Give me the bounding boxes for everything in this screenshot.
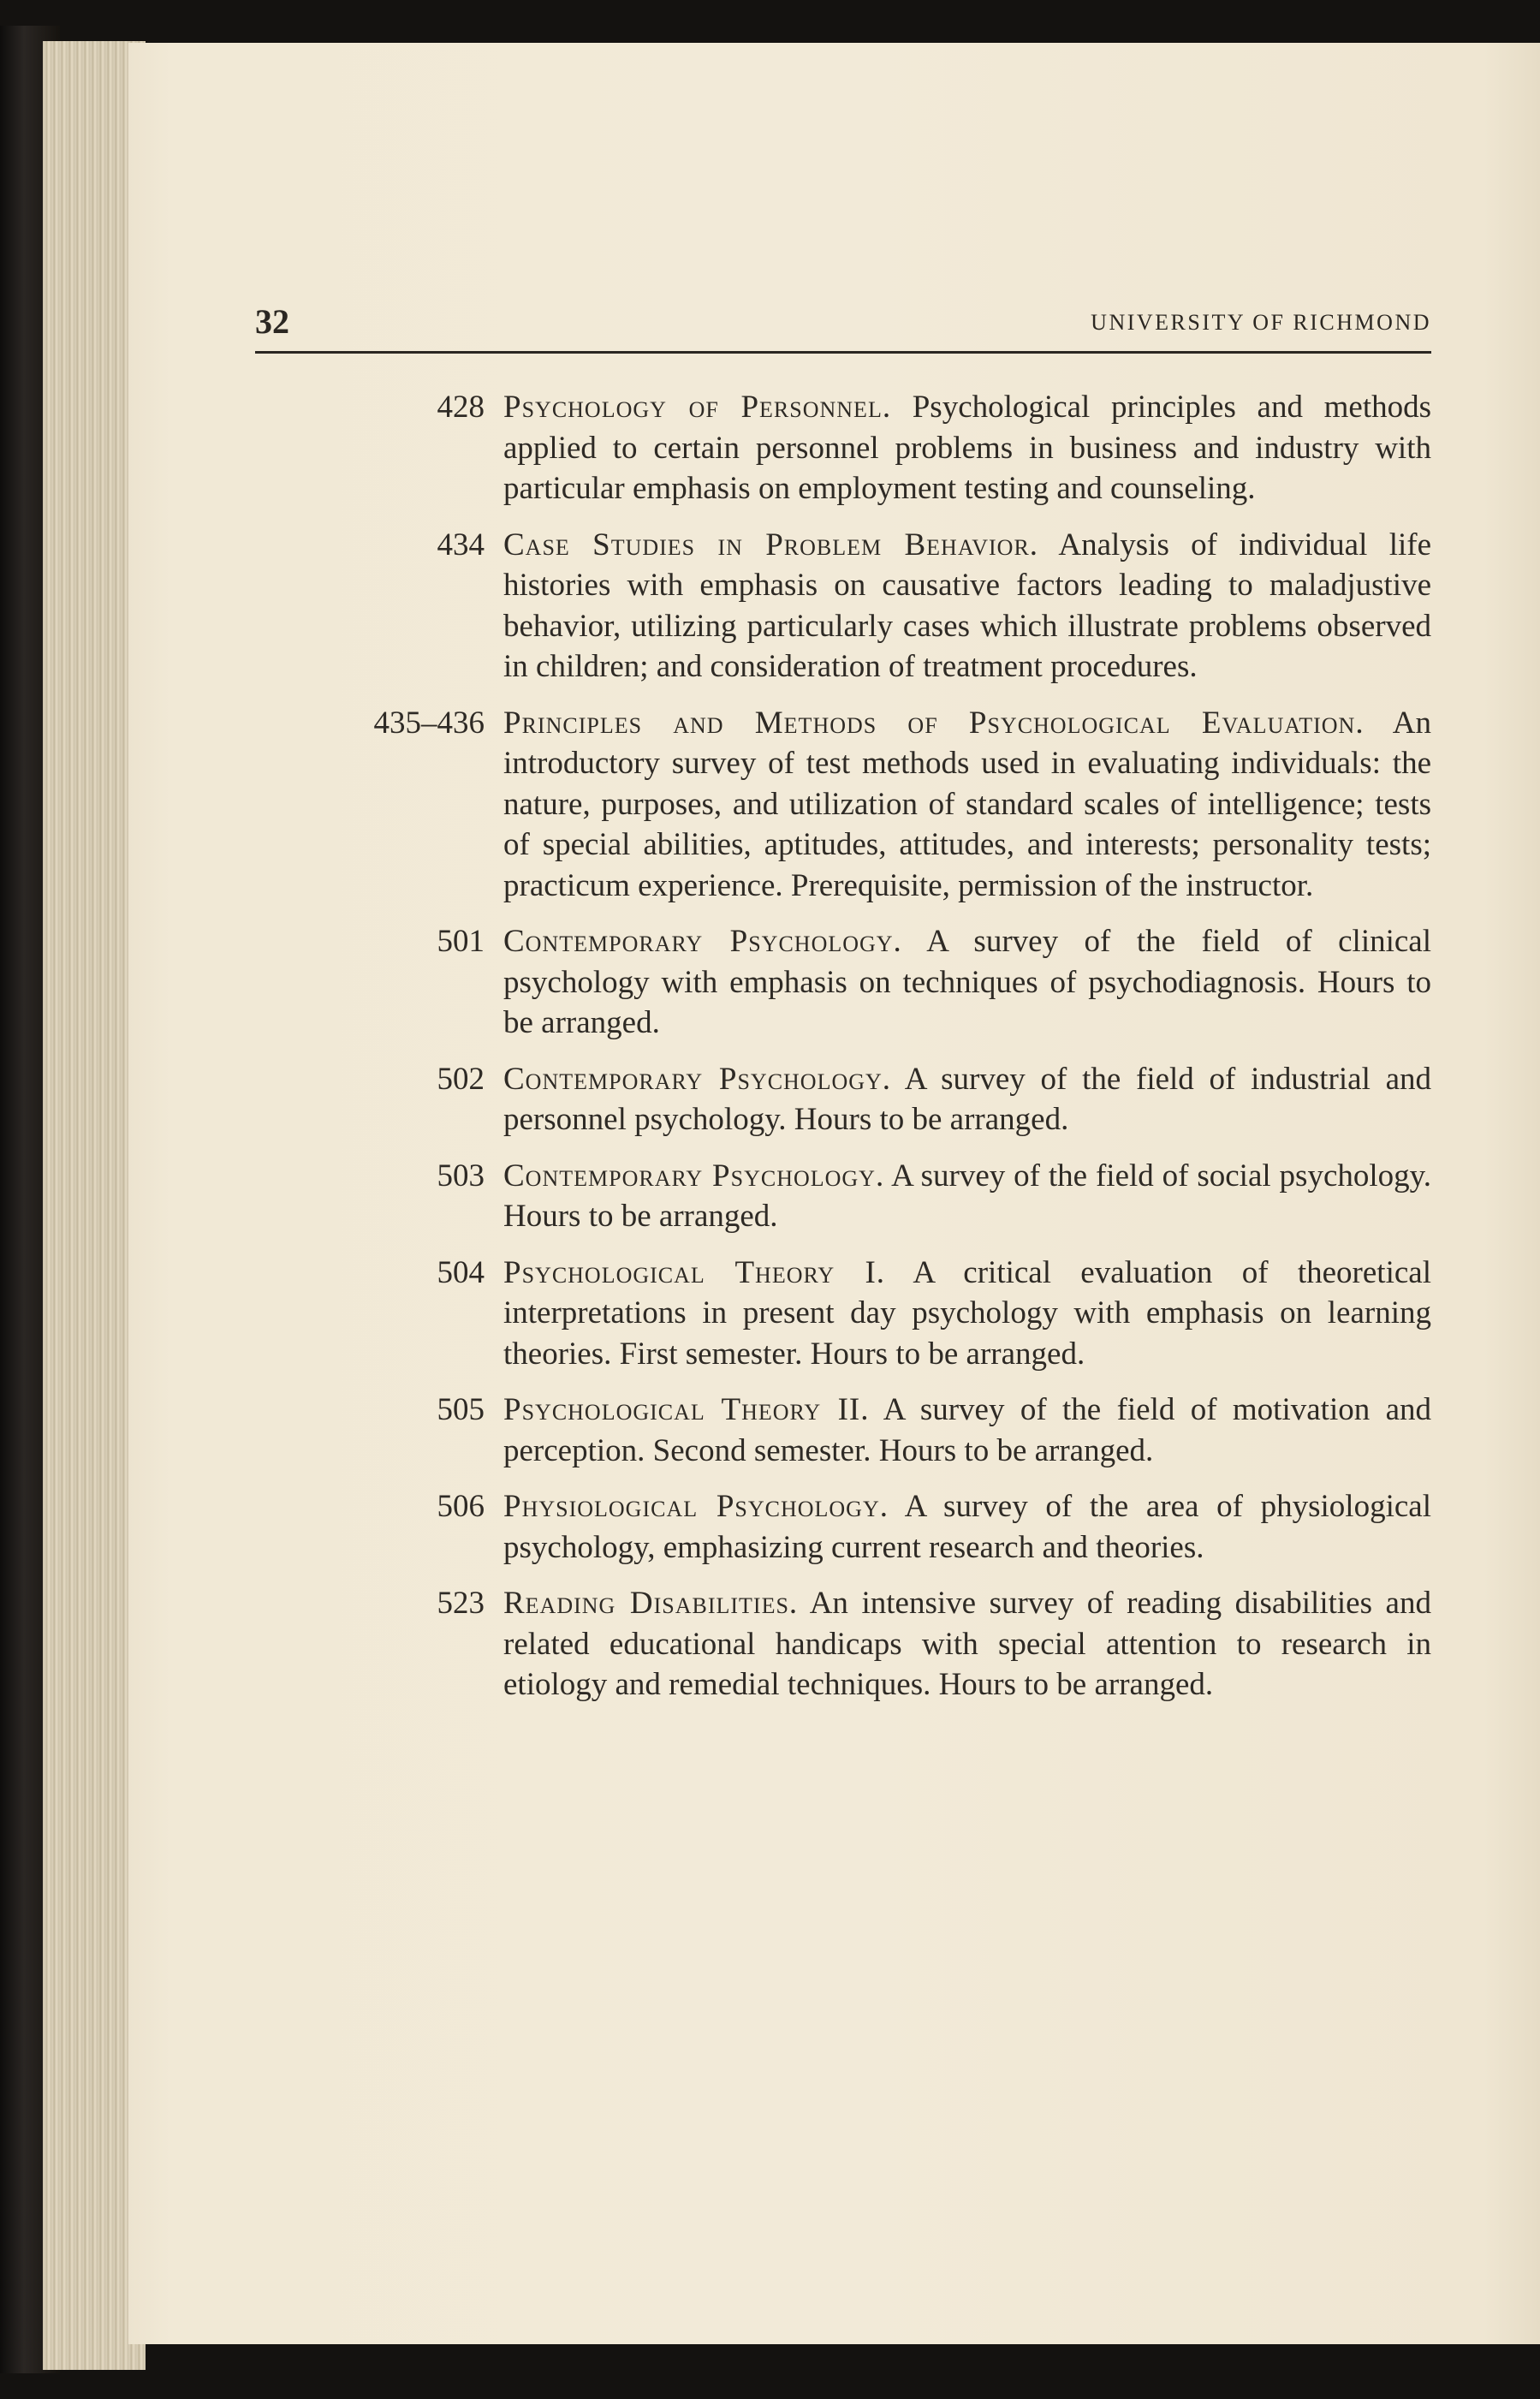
course-number: 435–436 bbox=[373, 705, 485, 741]
course-number: 523 bbox=[437, 1586, 485, 1621]
course-title: Contemporary Psychology. bbox=[503, 1158, 885, 1194]
course-number: 428 bbox=[437, 390, 485, 425]
course-description: A survey of the field of industrial and personnel psychology. Hours to be arranged. bbox=[503, 1061, 1431, 1137]
course-description-block bbox=[503, 1390, 1431, 1471]
course-entry-523 bbox=[257, 1583, 1431, 1705]
course-description: An introductory survey of test methods used in evaluating individuals: the nature, purposes, and utilization of standard scales of intelligence; tests of special abilities, aptitudes, attitudes, and interests; personality tests; practicum experience. Prerequisite, permission of the instructor. bbox=[503, 705, 1431, 903]
course-entry-504 bbox=[257, 1253, 1431, 1375]
course-title: Case Studies in Problem Behavior. bbox=[503, 527, 1039, 563]
course-number: 503 bbox=[437, 1158, 485, 1194]
course-title: Psychology of Personnel. bbox=[503, 390, 892, 425]
course-title: Reading Disabilities. bbox=[503, 1586, 799, 1621]
course-description-block bbox=[503, 1253, 1431, 1375]
course-description: A critical evaluation of theoretical interpretations in present day psychology with emphasis on learning theories. First semester. Hours to be arranged. bbox=[503, 1254, 1431, 1372]
course-entry-501 bbox=[257, 921, 1431, 1044]
course-title: Physiological Psychology. bbox=[503, 1489, 889, 1524]
course-description: A survey of the field of motivation and perception. Second semester. Hours to be arranged. bbox=[503, 1392, 1432, 1468]
course-entry-435-436 bbox=[257, 703, 1431, 907]
course-number: 504 bbox=[437, 1254, 485, 1290]
course-number: 502 bbox=[437, 1061, 485, 1097]
course-entry-502 bbox=[257, 1059, 1431, 1140]
course-title: Contemporary Psychology. bbox=[503, 924, 902, 959]
course-title: Principles and Methods of Psychological Evaluation. bbox=[503, 705, 1365, 741]
course-entry-505 bbox=[257, 1390, 1431, 1471]
course-description: A survey of the field of clinical psychology with emphasis on techniques of psychodiagnosis. Hours to be arranged. bbox=[503, 924, 1432, 1040]
course-title: Psychological Theory I. bbox=[503, 1254, 886, 1290]
course-description-block bbox=[503, 525, 1431, 688]
course-description: Analysis of individual life histories with emphasis on causative factors leading to maladjustive behavior, utilizing particularly cases which illustrate problems observed in children; and consideration of treatment procedures. bbox=[503, 527, 1431, 684]
course-description-block bbox=[503, 703, 1431, 907]
course-description: Psychological principles and methods applied to certain personnel problems in business and industry with particular emphasis on employment testing and counseling. bbox=[503, 390, 1431, 506]
course-description-block bbox=[503, 1486, 1431, 1568]
course-number: 501 bbox=[437, 924, 485, 959]
course-title: Contemporary Psychology. bbox=[503, 1061, 892, 1097]
course-description-block bbox=[503, 1059, 1431, 1140]
course-number: 506 bbox=[437, 1489, 485, 1524]
course-description-block bbox=[503, 387, 1431, 509]
course-entry-506 bbox=[257, 1486, 1431, 1568]
course-list bbox=[257, 387, 1431, 1721]
course-entry-503 bbox=[257, 1156, 1431, 1237]
course-description: A survey of the field of social psychology. Hours to be arranged. bbox=[503, 1158, 1431, 1234]
page-header bbox=[255, 298, 1431, 354]
course-entry-428 bbox=[257, 387, 1431, 509]
course-description: A survey of the area of physiological psychology, emphasizing current research and theories. bbox=[503, 1489, 1431, 1565]
course-title: Psychological Theory II. bbox=[503, 1392, 870, 1427]
course-description-block bbox=[503, 921, 1431, 1044]
course-number: 434 bbox=[437, 527, 485, 563]
course-entry-434 bbox=[257, 525, 1431, 688]
course-number: 505 bbox=[437, 1392, 485, 1427]
course-description: An intensive survey of reading disabilities and related educational handicaps with special attention to research in etiology and remedial techniques. Hours to be arranged. bbox=[503, 1586, 1431, 1702]
course-description-block bbox=[503, 1156, 1431, 1237]
page-number: 32 bbox=[255, 302, 289, 341]
course-description-block bbox=[503, 1583, 1431, 1705]
running-head: UNIVERSITY OF RICHMOND bbox=[1091, 310, 1431, 335]
